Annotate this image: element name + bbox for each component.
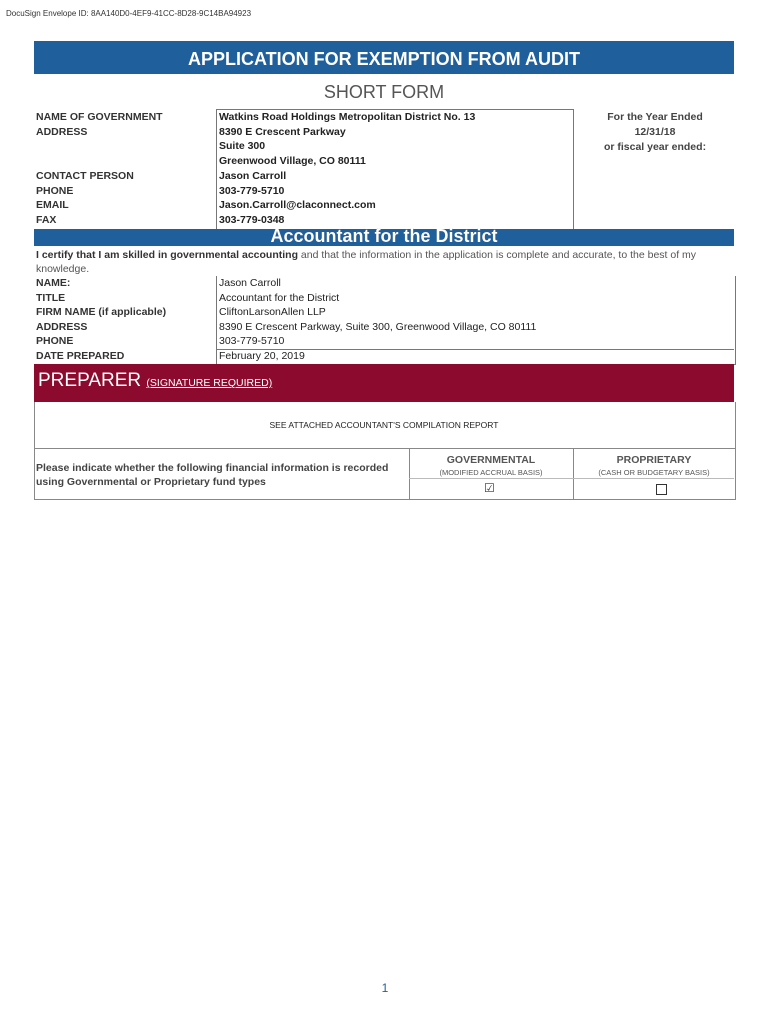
label-preparer-title: TITLE [36, 292, 66, 304]
label-phone: PHONE [36, 185, 74, 197]
label-government-name: NAME OF GOVERNMENT [36, 111, 163, 123]
fax-field[interactable]: 303-779-0348 [219, 214, 285, 226]
form-title: APPLICATION FOR EXEMPTION FROM AUDIT [34, 41, 734, 74]
proprietary-checkbox[interactable] [656, 484, 667, 495]
email-field[interactable]: Jason.Carroll@claconnect.com [219, 199, 376, 211]
governmental-checkbox[interactable]: ☑ [484, 481, 495, 495]
fund-type-question: Please indicate whether the following financial information is recorded using Governmental or Proprietary fund types [36, 462, 389, 488]
preparer-title: PREPARER [38, 370, 142, 391]
preparer-phone-field[interactable]: 303-779-5710 [219, 335, 285, 347]
year-ended-date[interactable]: 12/31/18 [634, 126, 676, 138]
label-address: ADDRESS [36, 126, 88, 138]
governmental-basis: (MODIFIED ACCRUAL BASIS) [439, 468, 543, 477]
fiscal-year-label: or fiscal year ended: [603, 141, 707, 153]
address-line1-field[interactable]: 8390 E Crescent Parkway [219, 126, 346, 138]
label-fax: FAX [36, 214, 57, 226]
label-email: EMAIL [36, 199, 69, 211]
address-line3-field[interactable]: Greenwood Village, CO 80111 [219, 155, 366, 167]
signature-required-label: (SIGNATURE REQUIRED) [146, 377, 273, 389]
page-number: 1 [381, 981, 389, 995]
certification-bold: I certify that I am skilled in governmental accounting [36, 249, 298, 261]
label-preparer-address: ADDRESS [36, 321, 88, 333]
preparer-title-field[interactable]: Accountant for the District [219, 292, 340, 304]
label-preparer-phone: PHONE [36, 335, 74, 347]
column-divider-left [409, 448, 410, 499]
contact-person-field[interactable]: Jason Carroll [219, 170, 287, 182]
label-contact-person: CONTACT PERSON [36, 170, 134, 182]
proprietary-header: PROPRIETARY [616, 454, 692, 466]
year-ended-label: For the Year Ended [607, 111, 703, 123]
part1-title: Accountant for the District [270, 226, 498, 246]
preparer-name-field[interactable]: Jason Carroll [219, 277, 281, 289]
address-line2-field[interactable]: Suite 300 [219, 140, 266, 152]
label-firm-name: FIRM NAME (if applicable) [36, 306, 167, 318]
phone-field[interactable]: 303-779-5710 [219, 185, 285, 197]
form-subtitle: SHORT FORM [323, 82, 445, 102]
preparer-address-field[interactable]: 8390 E Crescent Parkway, Suite 300, Greenwood Village, CO 80111 [219, 321, 537, 333]
certification-rest: and that the information in the application is complete and accurate, to the best of my knowledge. [36, 249, 697, 275]
label-date-prepared: DATE PREPARED [36, 350, 125, 362]
governmental-header: GOVERNMENTAL [446, 454, 536, 466]
government-name-field[interactable]: Watkins Road Holdings Metropolitan District No. 13 [219, 111, 476, 123]
label-preparer-name: NAME: [36, 277, 71, 289]
signature-note: SEE ATTACHED ACCOUNTANT'S COMPILATION REPORT [269, 420, 499, 430]
date-prepared-field[interactable]: February 20, 2019 [219, 350, 305, 362]
proprietary-basis: (CASH OR BUDGETARY BASIS) [598, 468, 710, 477]
certification-statement [36, 248, 731, 276]
envelope-id: DocuSign Envelope ID: 8AA140D0-4EF9-41CC-8D28-9C14BA94923 [6, 9, 252, 18]
preparer-heading [38, 370, 272, 392]
firm-name-field[interactable]: CliftonLarsonAllen LLP [219, 306, 326, 318]
checkbox-row-divider [409, 478, 734, 479]
